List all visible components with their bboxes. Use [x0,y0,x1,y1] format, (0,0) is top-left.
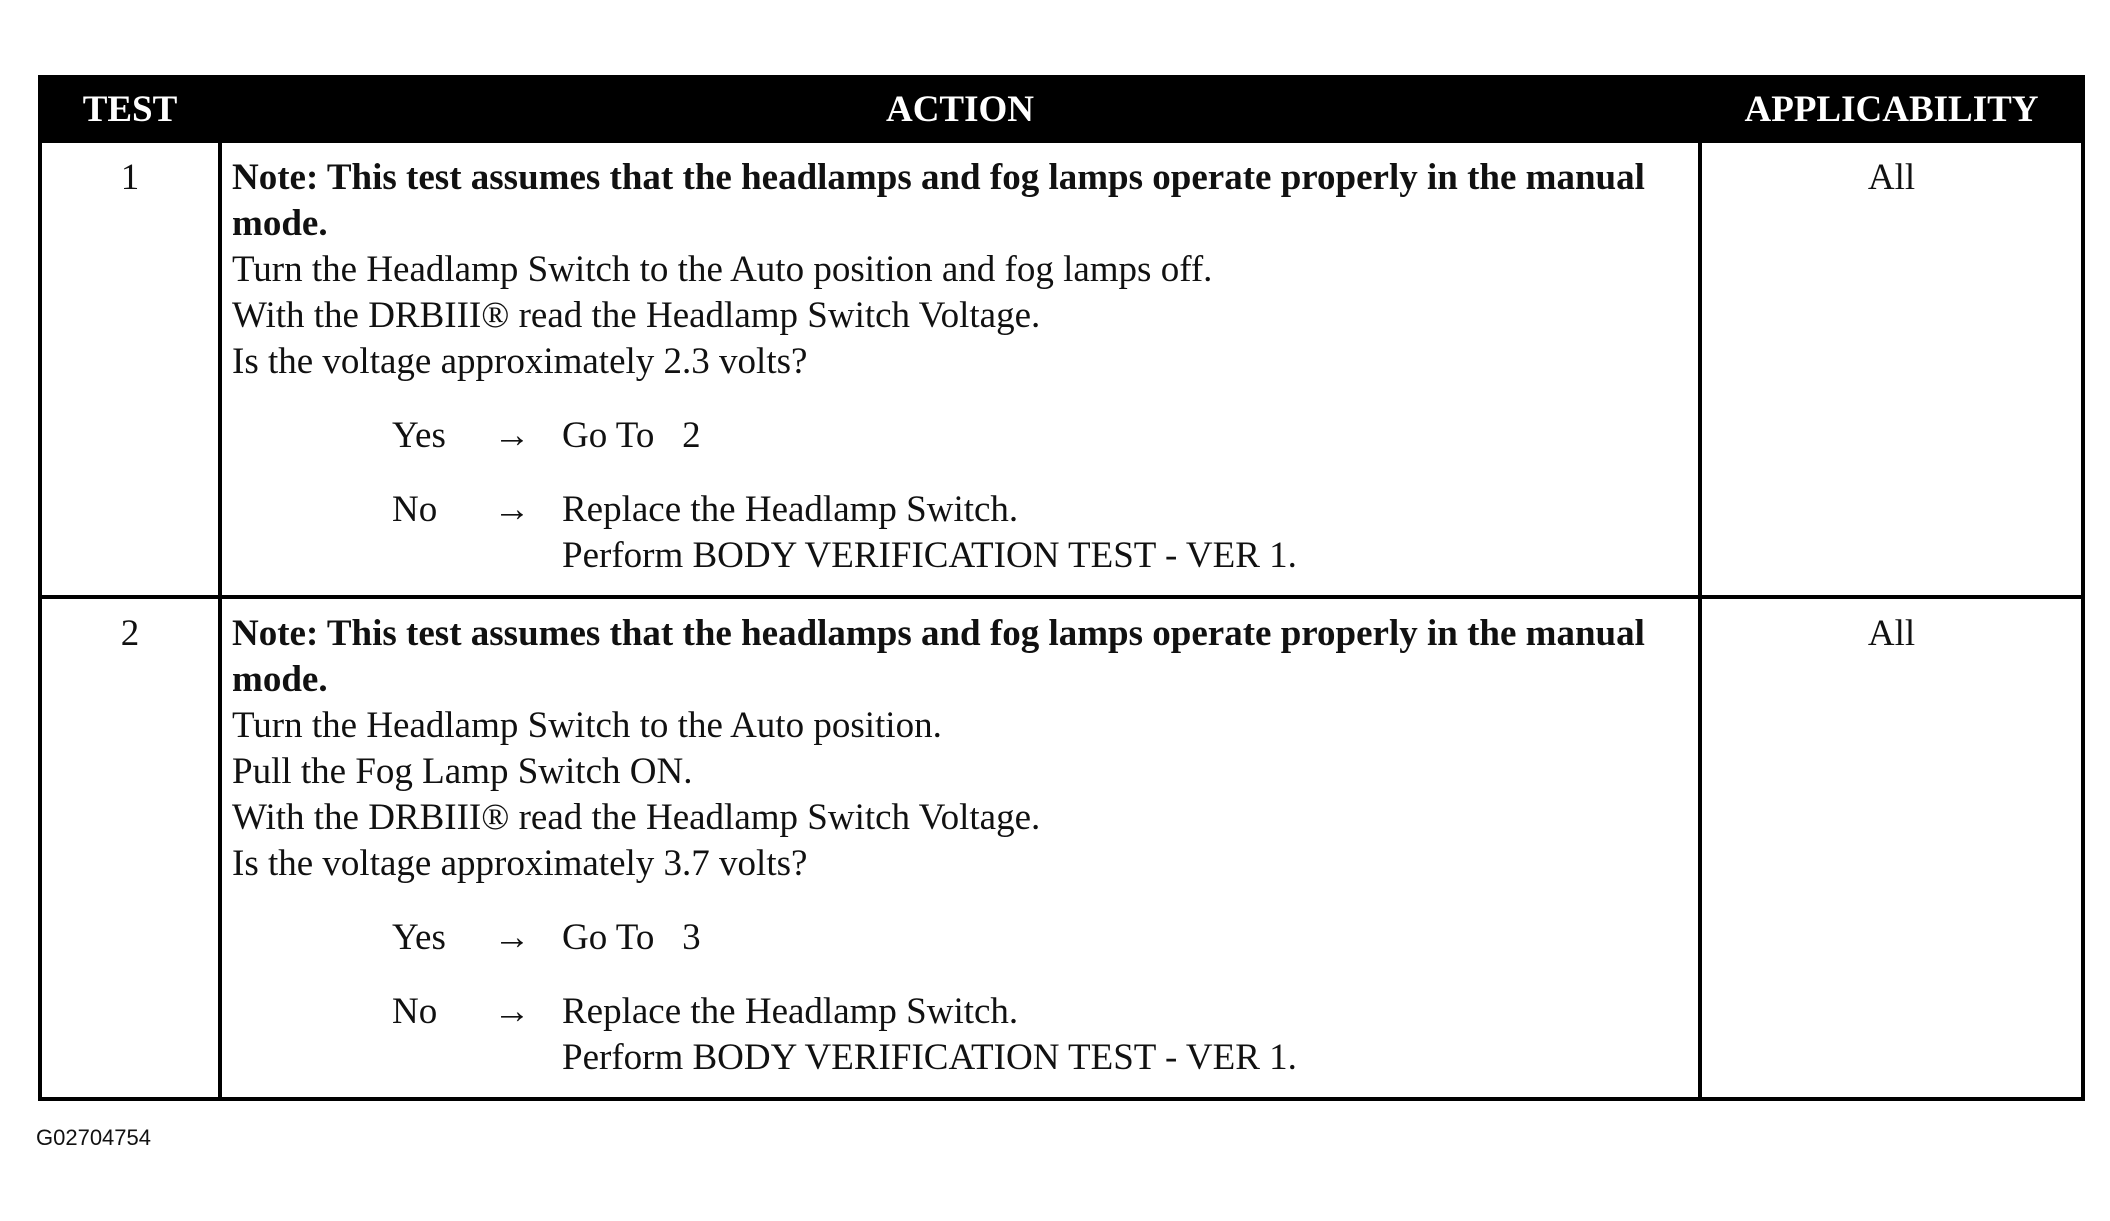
figure-id: G02704754 [36,1125,151,1150]
test-step: Is the voltage approximately 2.3 volts? [232,341,808,382]
test-steps [232,247,1688,385]
action-cell [220,141,1700,597]
arrow-icon: → [493,991,531,1032]
test-step: With the DRBIII® read the Headlamp Switch Voltage. [232,295,1041,336]
no-action [562,487,1688,579]
yes-label: Yes [392,917,446,958]
arrow-icon: → [493,489,531,530]
no-action-line: Replace the Headlamp Switch. [562,991,1019,1032]
no-action-line: Perform BODY VERIFICATION TEST - VER 1. [562,535,1297,576]
header-action: ACTION [220,77,1700,141]
header-applicability: APPLICABILITY [1700,77,2083,141]
yes-branch [392,915,1688,961]
test-step: Is the voltage approximately 3.7 volts? [232,843,808,884]
no-label: No [392,489,438,530]
applicability-value: All [1700,141,2083,597]
test-step: Turn the Headlamp Switch to the Auto position. [232,705,942,746]
no-branch [392,989,1688,1081]
table-header-row [40,77,2083,141]
test-step: Turn the Headlamp Switch to the Auto position and fog lamps off. [232,249,1213,290]
test-step: With the DRBIII® read the Headlamp Switch Voltage. [232,797,1041,838]
yes-label: Yes [392,415,446,456]
test-steps [232,703,1688,887]
yes-action: Go To 3 [562,917,701,958]
diagnostic-test-table [38,75,2085,1101]
action-cell [220,597,1700,1099]
header-test: TEST [40,77,220,141]
no-action [562,989,1688,1081]
table-row [40,597,2083,1099]
test-number: 1 [40,141,220,597]
no-label: No [392,991,438,1032]
test-note: Note: This test assumes that the headlamps and fog lamps operate properly in the manual mode. [232,157,1645,244]
applicability-value: All [1700,597,2083,1099]
table-row [40,141,2083,597]
test-number: 2 [40,597,220,1099]
arrow-icon: → [493,415,531,456]
yes-action: Go To 2 [562,415,701,456]
test-step: Pull the Fog Lamp Switch ON. [232,751,693,792]
no-action-line: Perform BODY VERIFICATION TEST - VER 1. [562,1037,1297,1078]
no-branch [392,487,1688,579]
yes-branch [392,413,1688,459]
no-action-line: Replace the Headlamp Switch. [562,489,1019,530]
arrow-icon: → [493,917,531,958]
test-note: Note: This test assumes that the headlamps and fog lamps operate properly in the manual mode. [232,613,1645,700]
